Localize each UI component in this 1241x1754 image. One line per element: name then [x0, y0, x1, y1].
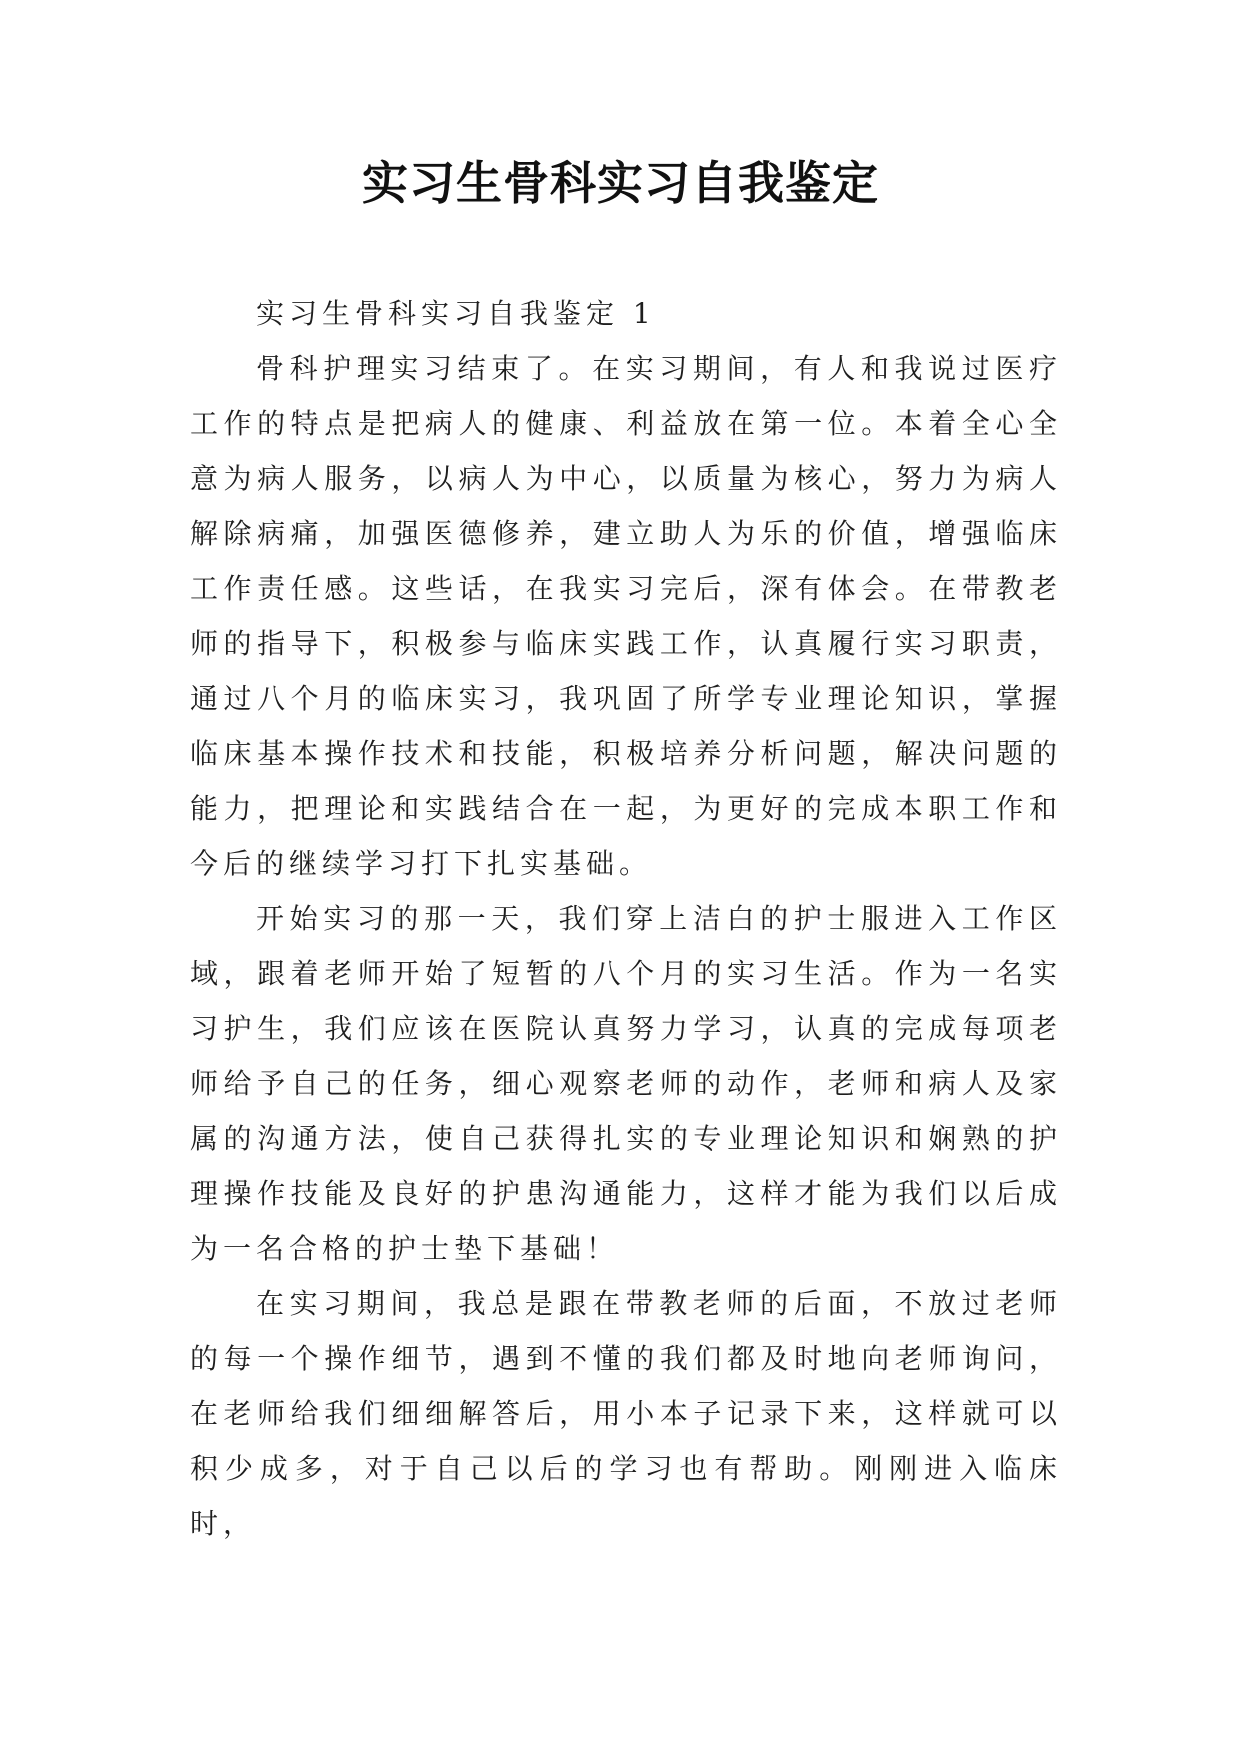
document-body	[190, 286, 1062, 1551]
paragraph-3: 在实习期间，我总是跟在带教老师的后面，不放过老师的每一个操作细节，遇到不懂的我们都及时地向老师询问，在老师给我们细细解答后，用小本子记录下来，这样就可以积少成多，对于自己以后的学习也有帮助。刚刚进入临床时，	[190, 1287, 1062, 1540]
document-title: 实习生骨科实习自我鉴定	[362, 156, 879, 210]
paragraph-2: 开始实习的那一天，我们穿上洁白的护士服进入工作区域，跟着老师开始了短暂的八个月的实习生活。作为一名实习护生，我们应该在医院认真努力学习，认真的完成每项老师给予自己的任务，细心观察老师的动作，老师和病人及家属的沟通方法，使自己获得扎实的专业理论知识和娴熟的护理操作技能及良好的护患沟通能力，这样才能为我们以后成为一名合格的护士垫下基础！	[190, 902, 1062, 1265]
paragraph-1: 骨科护理实习结束了。在实习期间，有人和我说过医疗工作的特点是把病人的健康、利益放在第一位。本着全心全意为病人服务，以病人为中心，以质量为核心，努力为病人解除病痛，加强医德修养，建立助人为乐的价值，增强临床工作责任感。这些话，在我实习完后，深有体会。在带教老师的指导下，积极参与临床实践工作，认真履行实习职责，通过八个月的临床实习，我巩固了所学专业理论知识，掌握临床基本操作技术和技能，积极培养分析问题，解决问题的能力，把理论和实践结合在一起，为更好的完成本职工作和今后的继续学习打下扎实基础。	[190, 352, 1062, 880]
section-heading: 实习生骨科实习自我鉴定 1	[256, 297, 656, 330]
